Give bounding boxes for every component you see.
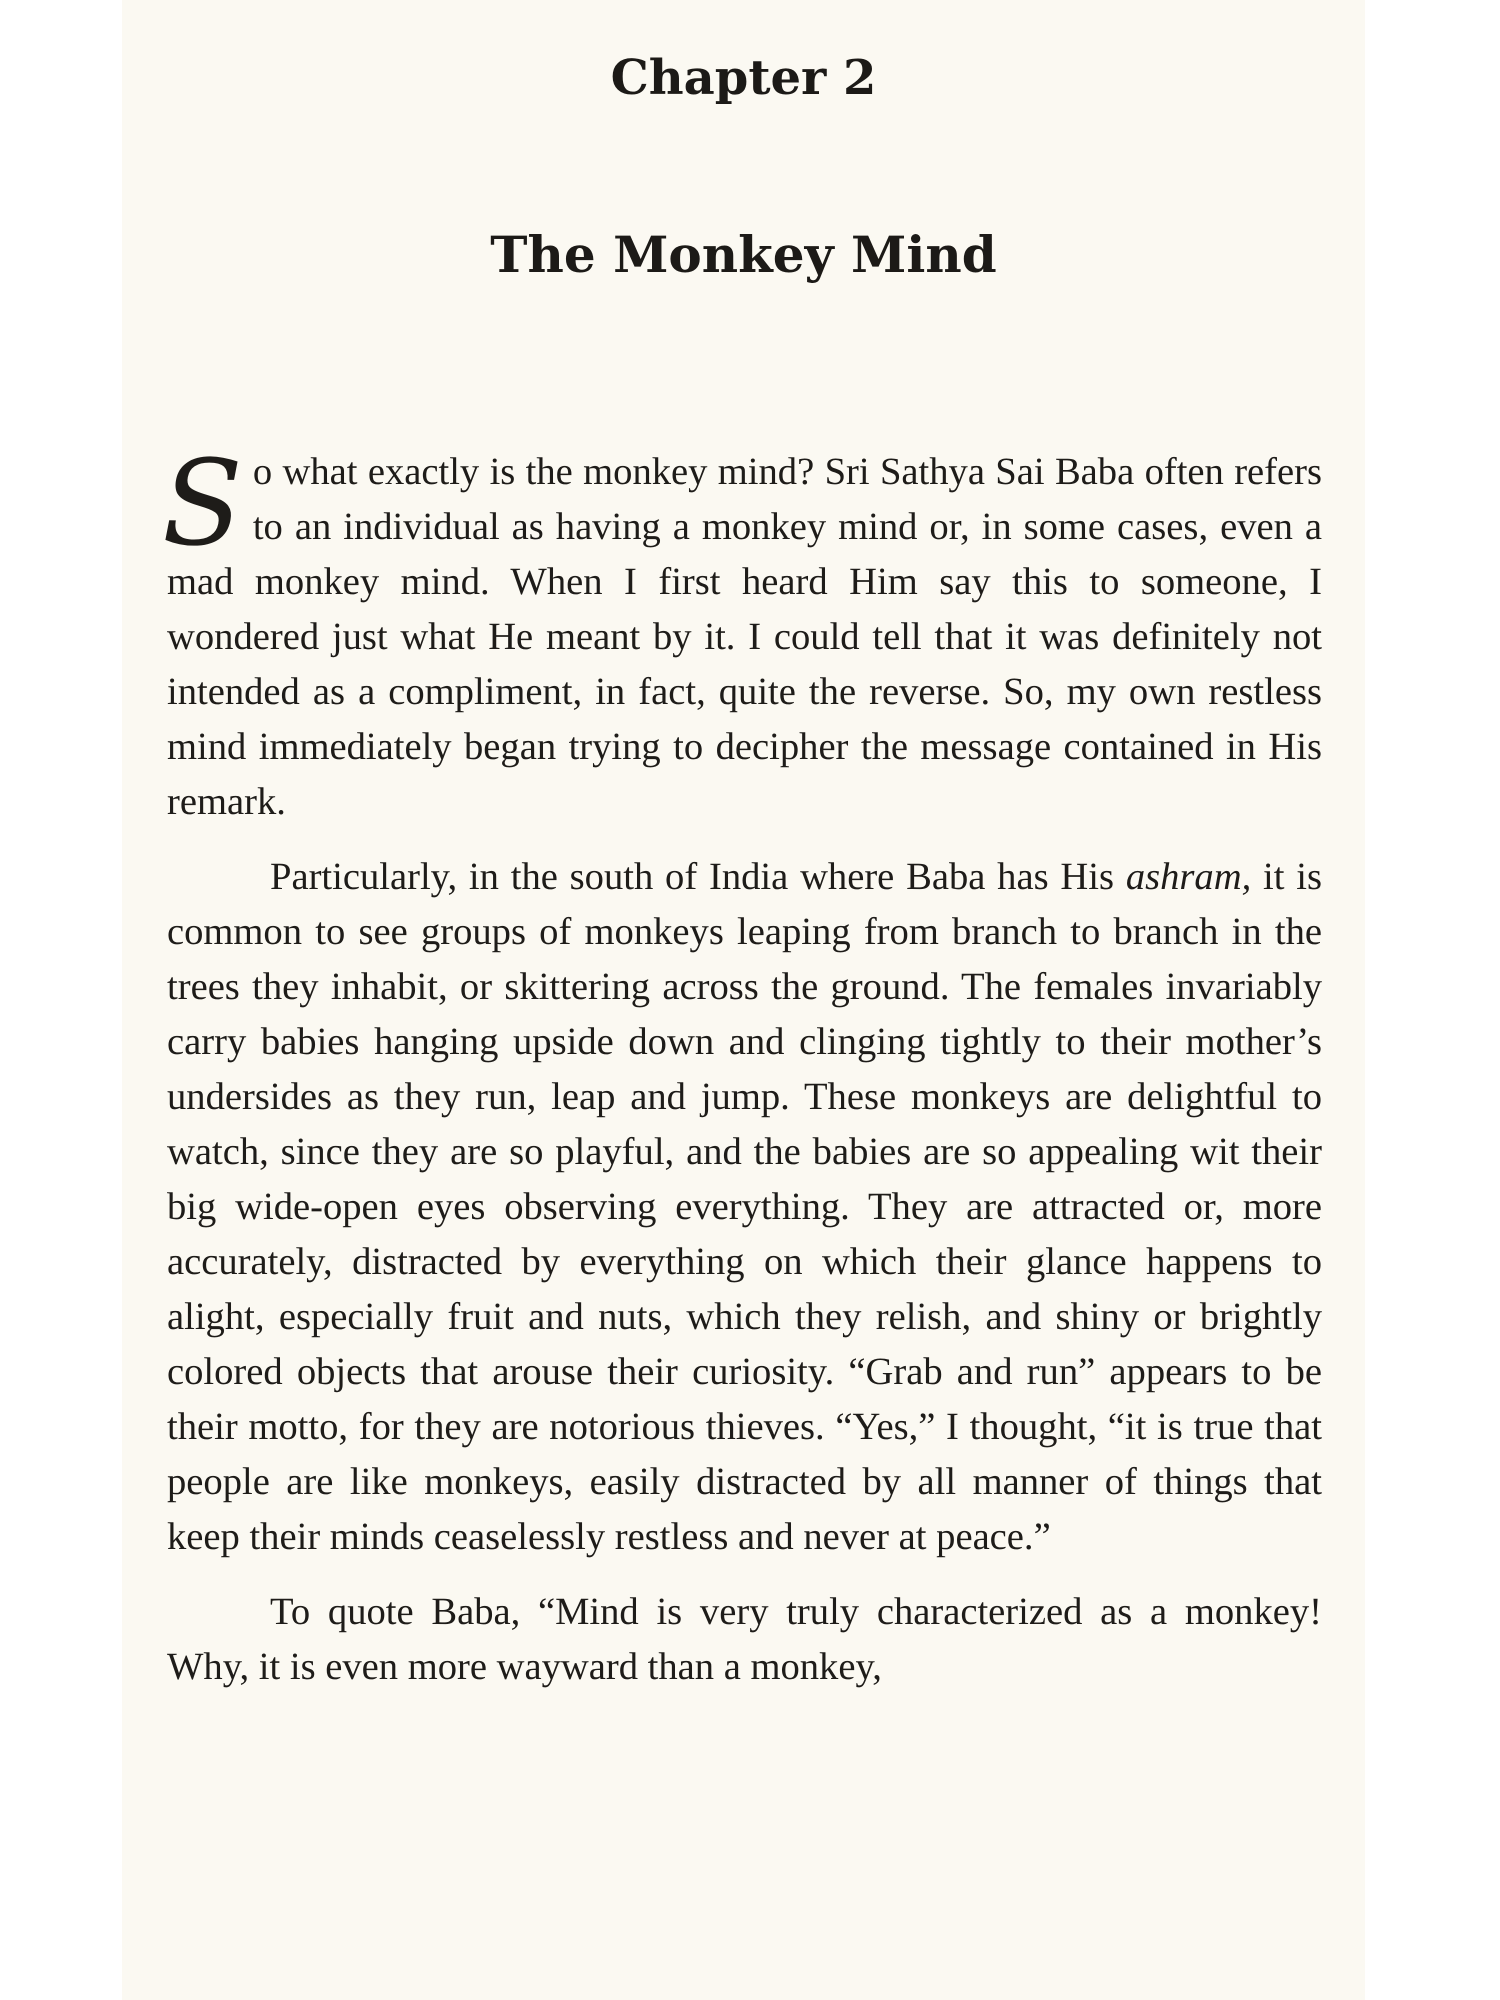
paragraph-2 bbox=[167, 850, 1322, 1565]
chapter-body bbox=[162, 434, 1322, 1715]
paragraph-2-text-b: it is common to see groups of monkeys leaping from branch to branch in the trees they inhabit, or skittering across the ground. The females invariably carry babies hanging upside down and clinging tightly to their mother’s undersides as they run, leap and jump. These monkeys are delightful to watch, since they are so playful, and the babies are so appealing wit their big wide-open eyes observing everything. They are attracted or, more accurately, distracted by everything on which their glance happens to alight, especially fruit and nuts, which they relish, and shiny or brightly colored objects that arouse their curiosity. “Grab and run” appears to be their motto, for they are notorious thieves. “Yes,” I thought, “it is true that people are like monkeys, easily distracted by all manner of things that keep their minds ceaselessly restless and never at peace.” bbox=[167, 856, 1322, 1558]
chapter-title: The Monkey Mind bbox=[490, 225, 997, 284]
paragraph-2-text-a: Particularly, in the south of India where Baba has His bbox=[270, 856, 1126, 898]
chapter-label: Chapter 2 bbox=[610, 50, 877, 106]
drop-cap-letter: S bbox=[162, 434, 243, 572]
book-page bbox=[122, 0, 1365, 2000]
paragraph-3 bbox=[167, 1585, 1322, 1695]
paragraph-3-text: To quote Baba, “Mind is very truly characterized as a monkey! Why, it is even more wayward than a monkey, bbox=[167, 1591, 1322, 1688]
paragraph-1-text: o what exactly is the monkey mind? Sri Sathya Sai Baba often refers to an individual as having a monkey mind or, in some cases, even a mad monkey mind. When I first heard Him say this to someone, I wondered just what He meant by it. I could tell that it was definitely not intended as a compliment, in fact, quite the reverse. So, my own restless mind immediately began trying to decipher the message contained in His remark. bbox=[167, 451, 1322, 823]
paragraph-1 bbox=[162, 434, 1322, 830]
italic-term: ashram, bbox=[1125, 856, 1252, 898]
